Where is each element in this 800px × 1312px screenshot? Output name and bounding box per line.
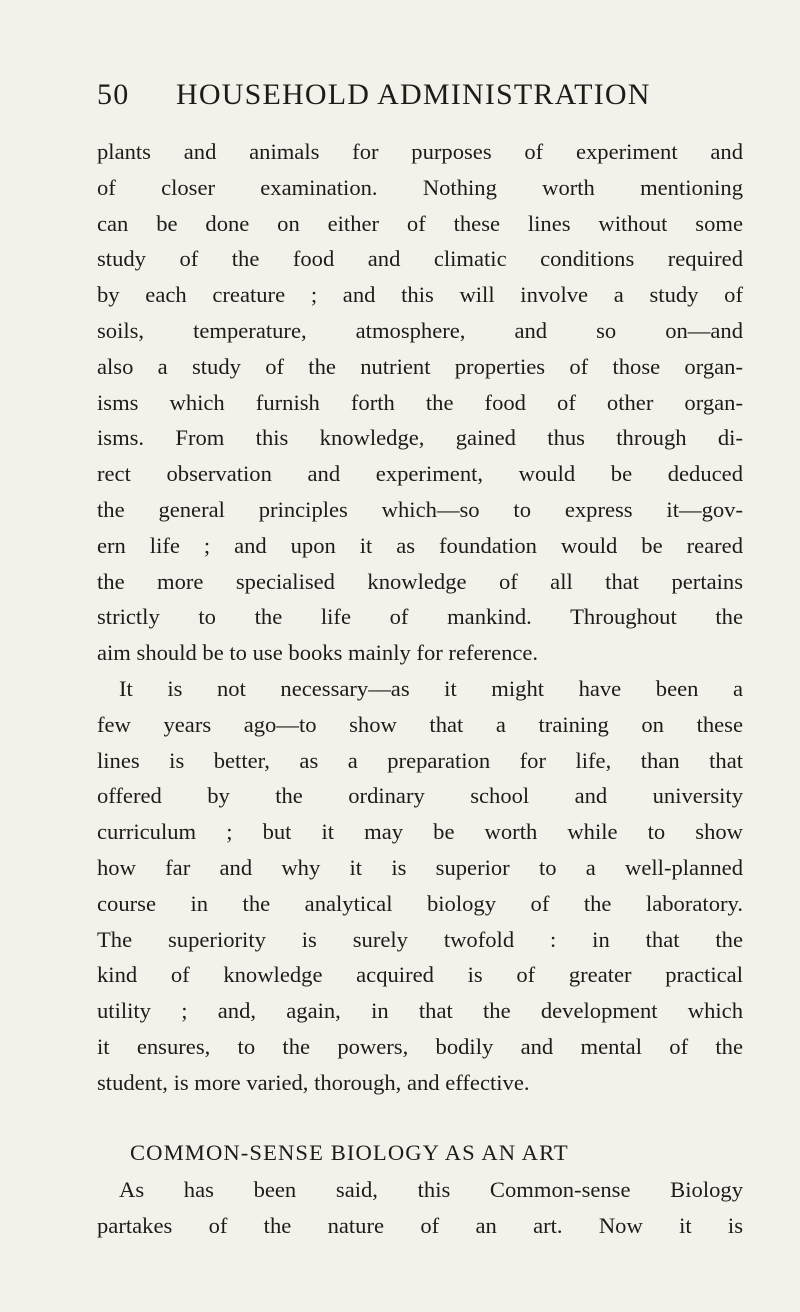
- running-title: HOUSEHOLD ADMINISTRATION: [176, 78, 651, 111]
- text-line: kind of knowledge acquired is of greater practical: [97, 962, 743, 988]
- text-line: isms. From this knowledge, gained thus through di-: [97, 425, 743, 451]
- text-line: As has been said, this Common-sense Biology: [119, 1177, 743, 1203]
- text-line: The superiority is surely twofold : in that the: [97, 926, 743, 952]
- text-line: strictly to the life of mankind. Throughout the: [97, 604, 743, 630]
- book-page: [97, 78, 743, 1244]
- paragraph-1: [97, 134, 743, 671]
- text-line: the more specialised knowledge of all that pertains: [97, 568, 743, 594]
- text-line: aim should be to use books mainly for reference.: [97, 640, 539, 666]
- text-line: soils, temperature, atmosphere, and so on—and: [97, 317, 743, 343]
- text-line: few years ago—to show that a training on these: [97, 711, 743, 737]
- text-line: by each creature ; and this will involve a study of: [97, 282, 743, 308]
- text-line: student, is more varied, thorough, and effective.: [97, 1069, 530, 1095]
- text-line: ern life ; and upon it as foundation would be reared: [97, 532, 743, 558]
- text-line: rect observation and experiment, would be deduced: [97, 461, 743, 487]
- text-line: course in the analytical biology of the laboratory.: [97, 890, 743, 916]
- section-heading: COMMON-SENSE BIOLOGY AS AN ART: [130, 1139, 569, 1165]
- text-line: can be done on either of these lines without some: [97, 210, 743, 236]
- text-line: It is not necessary—as it might have been a: [119, 675, 743, 701]
- text-line: offered by the ordinary school and university: [97, 783, 743, 809]
- page-number: 50: [97, 78, 130, 111]
- paragraph-3: [97, 1172, 743, 1244]
- text-line: partakes of the nature of an art. Now it is: [97, 1213, 743, 1239]
- paragraph-2: [97, 671, 743, 1101]
- text-line: how far and why it is superior to a well-planned: [97, 854, 743, 880]
- text-line: utility ; and, again, in that the development which: [97, 998, 743, 1024]
- text-line: isms which furnish forth the food of other organ-: [97, 389, 743, 415]
- text-line: of closer examination. Nothing worth mentioning: [97, 174, 743, 200]
- text-line: lines is better, as a preparation for life, than that: [97, 747, 743, 773]
- text-line: plants and animals for purposes of experiment and: [97, 139, 743, 164]
- text-line: also a study of the nutrient properties of those organ-: [97, 353, 743, 379]
- text-line: curriculum ; but it may be worth while to show: [97, 819, 743, 845]
- text-line: study of the food and climatic conditions required: [97, 246, 743, 272]
- text-line: the general principles which—so to express it—gov-: [97, 496, 743, 522]
- text-line: it ensures, to the powers, bodily and mental of the: [97, 1033, 743, 1059]
- running-head: [97, 78, 743, 124]
